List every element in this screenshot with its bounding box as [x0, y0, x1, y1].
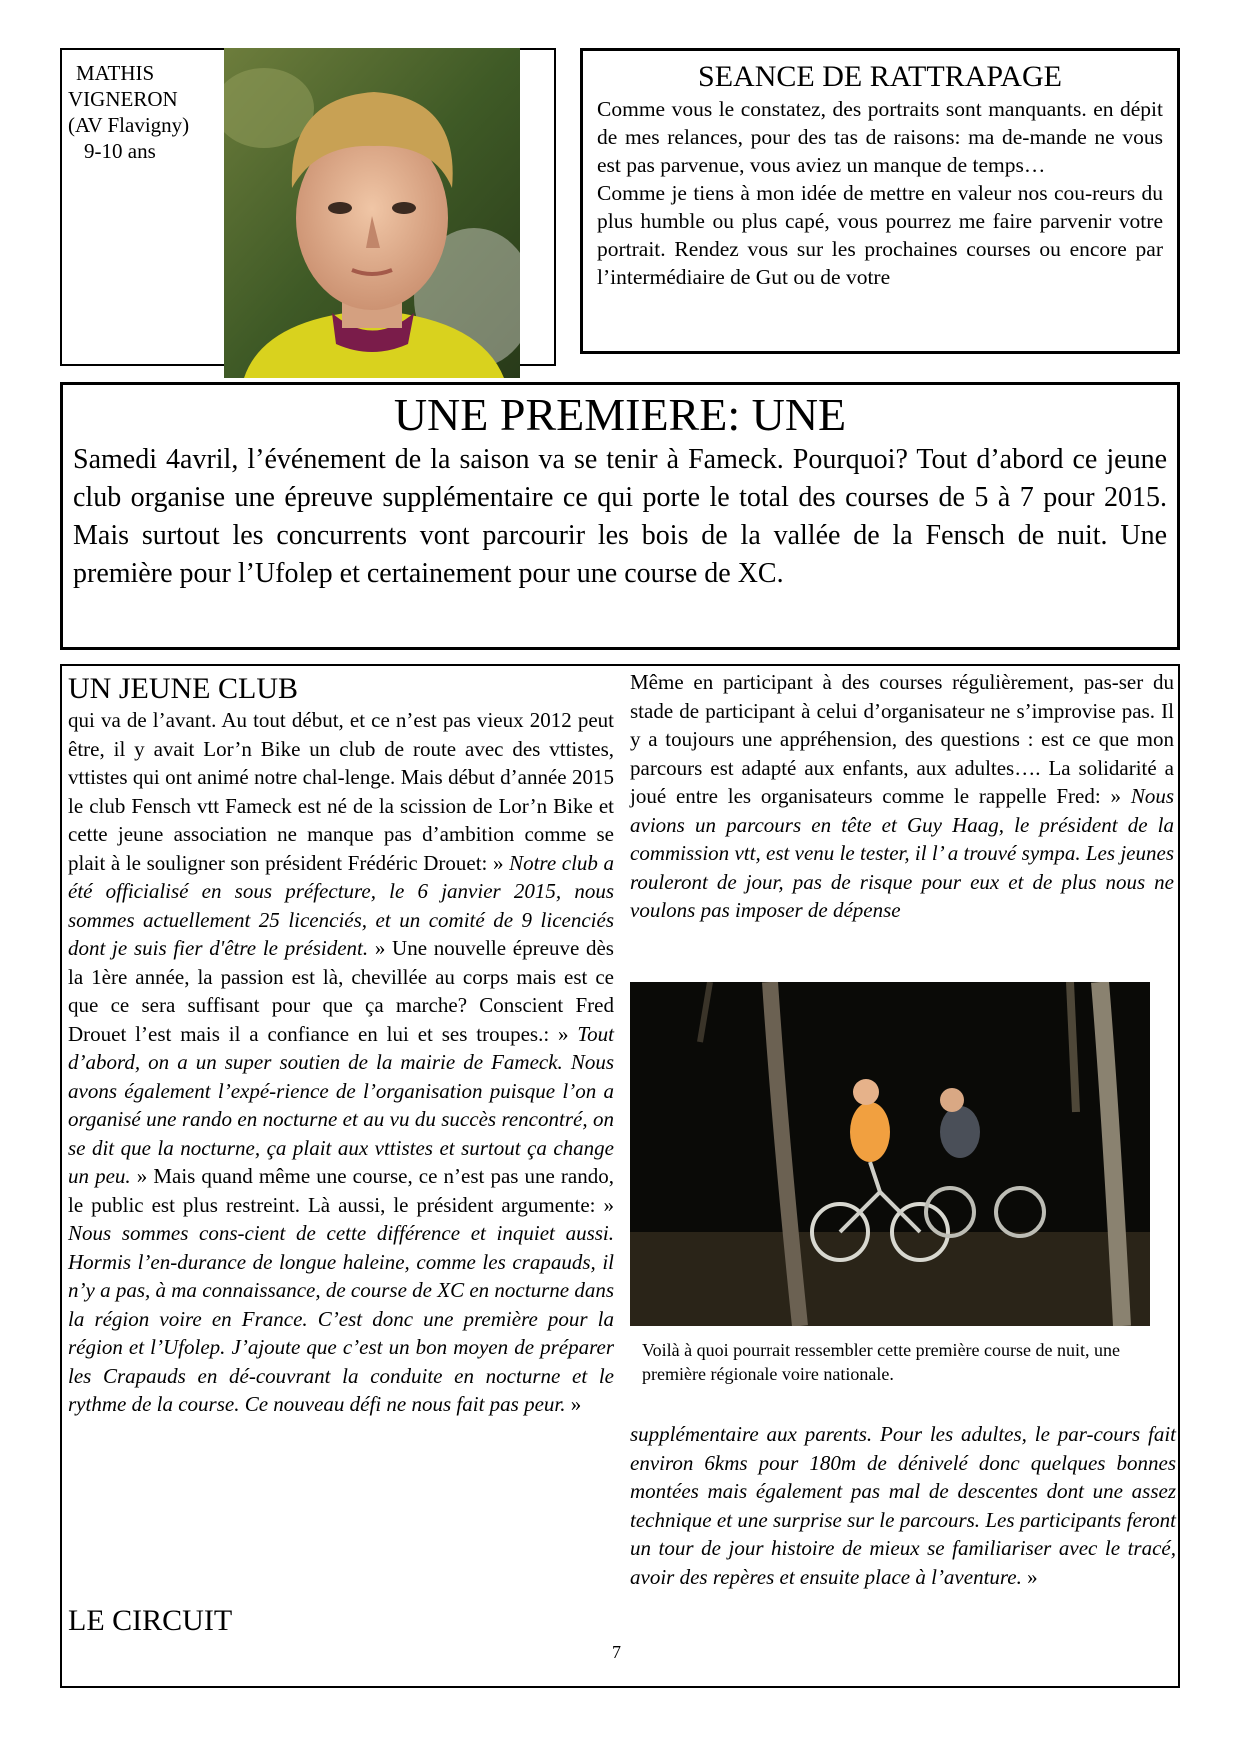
right-column-continued	[630, 1420, 1176, 1591]
right-text-1: Même en participant à des courses régulièrement, pas-ser du stade de participant à celui d’organisateur ne s’improvise pas. Il y a toujours une appréhension, des questions : est ce que mon parcours est adapté aux enfants, aux adultes…. La solidarité a joué entre les organisateurs comme le rappelle Fred: »	[630, 670, 1174, 808]
heading-le-circuit: LE CIRCUIT	[68, 1604, 233, 1637]
night-race-photo	[630, 982, 1150, 1326]
left-quote-3: Nous sommes cons-cient de cette différence et inquiet aussi. Hormis l’en-durance de longue haleine, comme les crapauds, il n’y a pas, à ma connaissance, de course de XC en nocturne dans la région voire en France. C’est donc une première pour la région et l’Ufolep. J’ajoute que c’est un bon moyen de préparer les Crapauds en dé-couvrant la conduite en nocturne et le rythme de la course. Ce nouveau défi ne nous fait pas peur.	[68, 1221, 614, 1416]
rattrapage-paragraph-1: Comme vous le constatez, des portraits sont manquants. en dépit de mes relances, pour des tas de raisons: ma de-mande ne vous est pas parvenue, vous aviez un manque de temps…	[597, 97, 1163, 177]
right-text-2: »	[1021, 1564, 1038, 1589]
article-left-column	[68, 672, 614, 1419]
portrait-club: (AV Flavigny)	[68, 113, 190, 137]
portrait-name-first: MATHIS	[76, 61, 155, 85]
article-right-column-top	[630, 668, 1174, 925]
left-text-1: qui va de l’avant. Au tout début, et ce n’est pas vieux 2012 peut être, il y avait Lor’n Bike un club de route avec des vttistes, vttistes qui ont animé notre chal-lenge. Mais début d’année 2015 le club Fensch vtt Fameck est né de la scission de Lor’n Bike et cette jeune association ne manque pas d’ambition comme se plait à le souligner son président Frédéric Drouet: »	[68, 708, 614, 875]
left-text-2: » Une nouvelle épreuve dès la 1ère année, la passion est là, chevillée au corps mais est ce que ce sera suffisant pour que ça marche? Conscient Fred Drouet l’est mais il a confiance en lui et ses troupes.: »	[68, 936, 614, 1046]
right-quote-1: Nous avions un parcours en tête et Guy Haag, le président de la commission vtt, est venu le tester, il l’ a trouvé sympa. Les jeunes rouleront de jour, pas de risque pour eux et de plus nous ne voulons pas imposer de dépense	[630, 784, 1174, 922]
left-text-3: » Mais quand même une course, ce n’est pas une rando, le public est plus restreint. Là aussi, le président argumente: »	[68, 1164, 614, 1217]
portrait-photo	[224, 48, 520, 378]
rattrapage-box	[580, 48, 1180, 354]
right-quote-2: supplémentaire aux parents. Pour les adultes, le par-cours fait environ 6kms pour 180m de dénivelé donc quelques bonnes montées mais également pas mal de descentes dont une assez technique et une surprise sur le parcours. Les participants feront un tour de jour histoire de mieux se familiariser avec le tracé, avoir des repères et ensuite place à l’aventure.	[630, 1422, 1176, 1589]
portrait-age: 9-10 ans	[84, 139, 156, 163]
heading-jeune-club: UN JEUNE CLUB	[68, 672, 298, 705]
rattrapage-paragraph-2: Comme je tiens à mon idée de mettre en valeur nos cou-reurs du plus humble ou plus capé, vous pourrez me faire parvenir votre portrait. Rendez vous sur les prochaines courses ou encore par l’intermédiaire de Gut ou de votre	[597, 181, 1163, 289]
right-column-text	[630, 668, 1174, 925]
page-number: 7	[612, 1642, 621, 1662]
left-quote-2: Tout d’abord, on a un super soutien de la mairie de Fameck. Nous avons également l’expé-rience de l’organisation puisque l’on a organisé une rando en nocturne et au vu du succès rencontré, on se dit que la nocturne, ça plait aux vttistes et surtout ça change un peu.	[68, 1021, 614, 1188]
portrait-caption	[68, 60, 228, 164]
left-quote-1: Notre club a été officialisé en sous préfecture, le 6 janvier 2015, nous sommes actuellement 25 licenciés, et un comité de 9 licenciés dont je suis fier d'être le président.	[68, 850, 614, 960]
rattrapage-text	[597, 95, 1163, 291]
premiere-text: Samedi 4avril, l’événement de la saison va se tenir à Fameck. Pourquoi? Tout d’abord ce jeune club organise une épreuve supplémentaire ce qui porte le total des courses de 5 à 7 pour 2015. Mais surtout les concurrents vont parcourir les bois de la vallée de la Fensch de nuit. Une première pour l’Ufolep et certainement pour une course de XC.	[73, 444, 1167, 589]
left-text-4: »	[565, 1392, 582, 1416]
premiere-title: UNE PREMIERE: UNE	[393, 389, 847, 440]
rattrapage-title: SEANCE DE RATTRAPAGE	[698, 60, 1062, 93]
portrait-name-last: VIGNERON	[68, 87, 178, 111]
photo-caption: Voilà à quoi pourrait ressembler cette première course de nuit, une première régionale voire nationale.	[642, 1340, 1120, 1384]
article-right-column-bottom	[630, 1420, 1176, 1591]
left-column-text	[68, 706, 614, 1419]
premiere-box	[60, 382, 1180, 650]
